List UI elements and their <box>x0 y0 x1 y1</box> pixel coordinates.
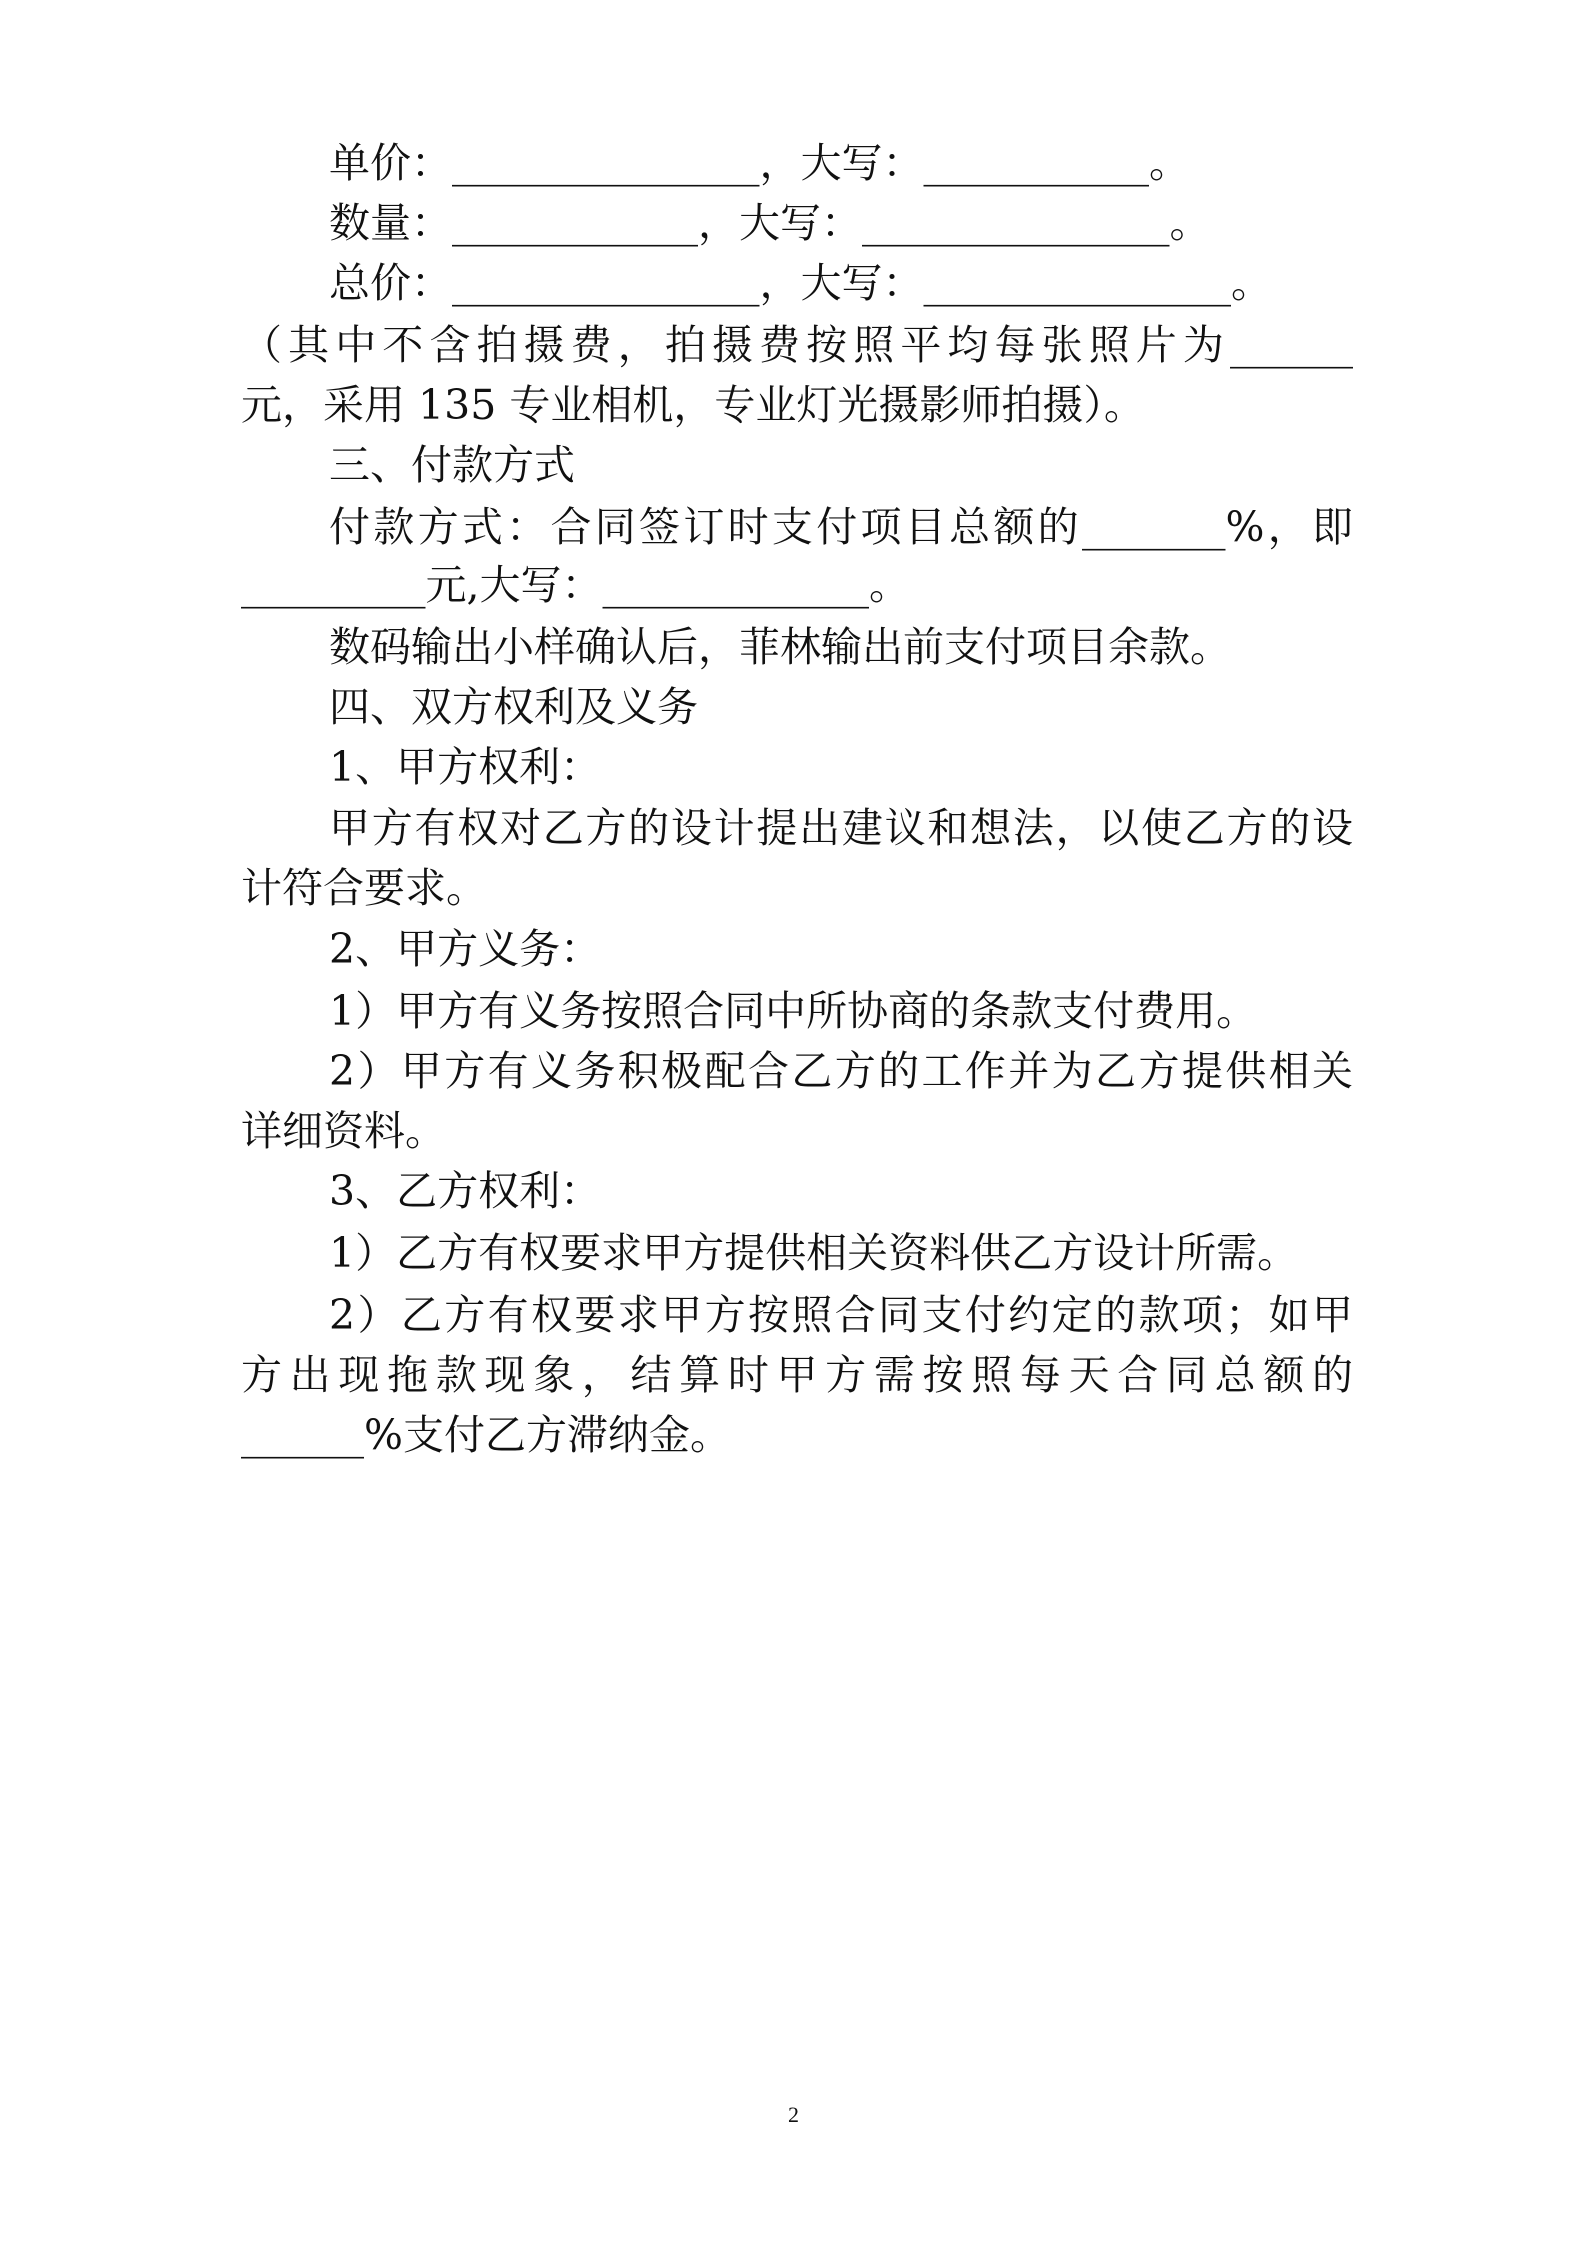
page-number: 2 <box>788 2102 799 2127</box>
payment-method-line-2: _________元,大写：_____________。 <box>241 561 911 609</box>
party-a-duty-2-line-2: 详细资料。 <box>241 1107 446 1155</box>
party-b-rights-heading: 3、乙方权利： <box>329 1167 602 1215</box>
section-3-heading: 三、付款方式 <box>329 441 575 489</box>
party-a-rights-line-2: 计符合要求。 <box>241 864 487 912</box>
party-a-rights-heading: 1、甲方权利： <box>329 743 602 791</box>
party-b-right-2-line-1: 2）乙方有权要求甲方按照合同支付约定的款项；如甲 <box>329 1291 1353 1339</box>
party-a-duties-heading: 2、甲方义务： <box>329 925 602 973</box>
payment-method-line-1: 付款方式：合同签订时支付项目总额的_______%，即 <box>329 503 1353 551</box>
section-4-heading: 四、双方权利及义务 <box>329 683 698 731</box>
party-a-duty-2-line-1: 2）甲方有义务积极配合乙方的工作并为乙方提供相关 <box>329 1047 1353 1095</box>
party-b-right-2-line-2: 方出现拖款现象，结算时甲方需按照每天合同总额的 <box>241 1351 1353 1399</box>
photo-fee-note-line-2: 元，采用 135 专业相机，专业灯光摄影师拍摄）。 <box>241 381 1145 429</box>
party-a-duty-1: 1）甲方有义务按照合同中所协商的条款支付费用。 <box>329 987 1258 1035</box>
party-b-right-1: 1）乙方有权要求甲方提供相关资料供乙方设计所需。 <box>329 1229 1299 1277</box>
balance-payment-line: 数码输出小样确认后，菲林输出前支付项目余款。 <box>329 623 1231 671</box>
total-price-line: 总价：_______________，大写：_______________。 <box>329 259 1272 307</box>
unit-price-line: 单价：_______________，大写：___________。 <box>329 139 1190 187</box>
quantity-line: 数量：____________，大写：_______________。 <box>329 199 1211 247</box>
party-b-right-2-line-3: ______%支付乙方滞纳金。 <box>241 1411 731 1459</box>
party-a-rights-line-1: 甲方有权对乙方的设计提出建议和想法，以使乙方的设 <box>329 804 1353 852</box>
photo-fee-note-line-1: （其中不含拍摄费，拍摄费按照平均每张照片为______ <box>241 321 1353 369</box>
